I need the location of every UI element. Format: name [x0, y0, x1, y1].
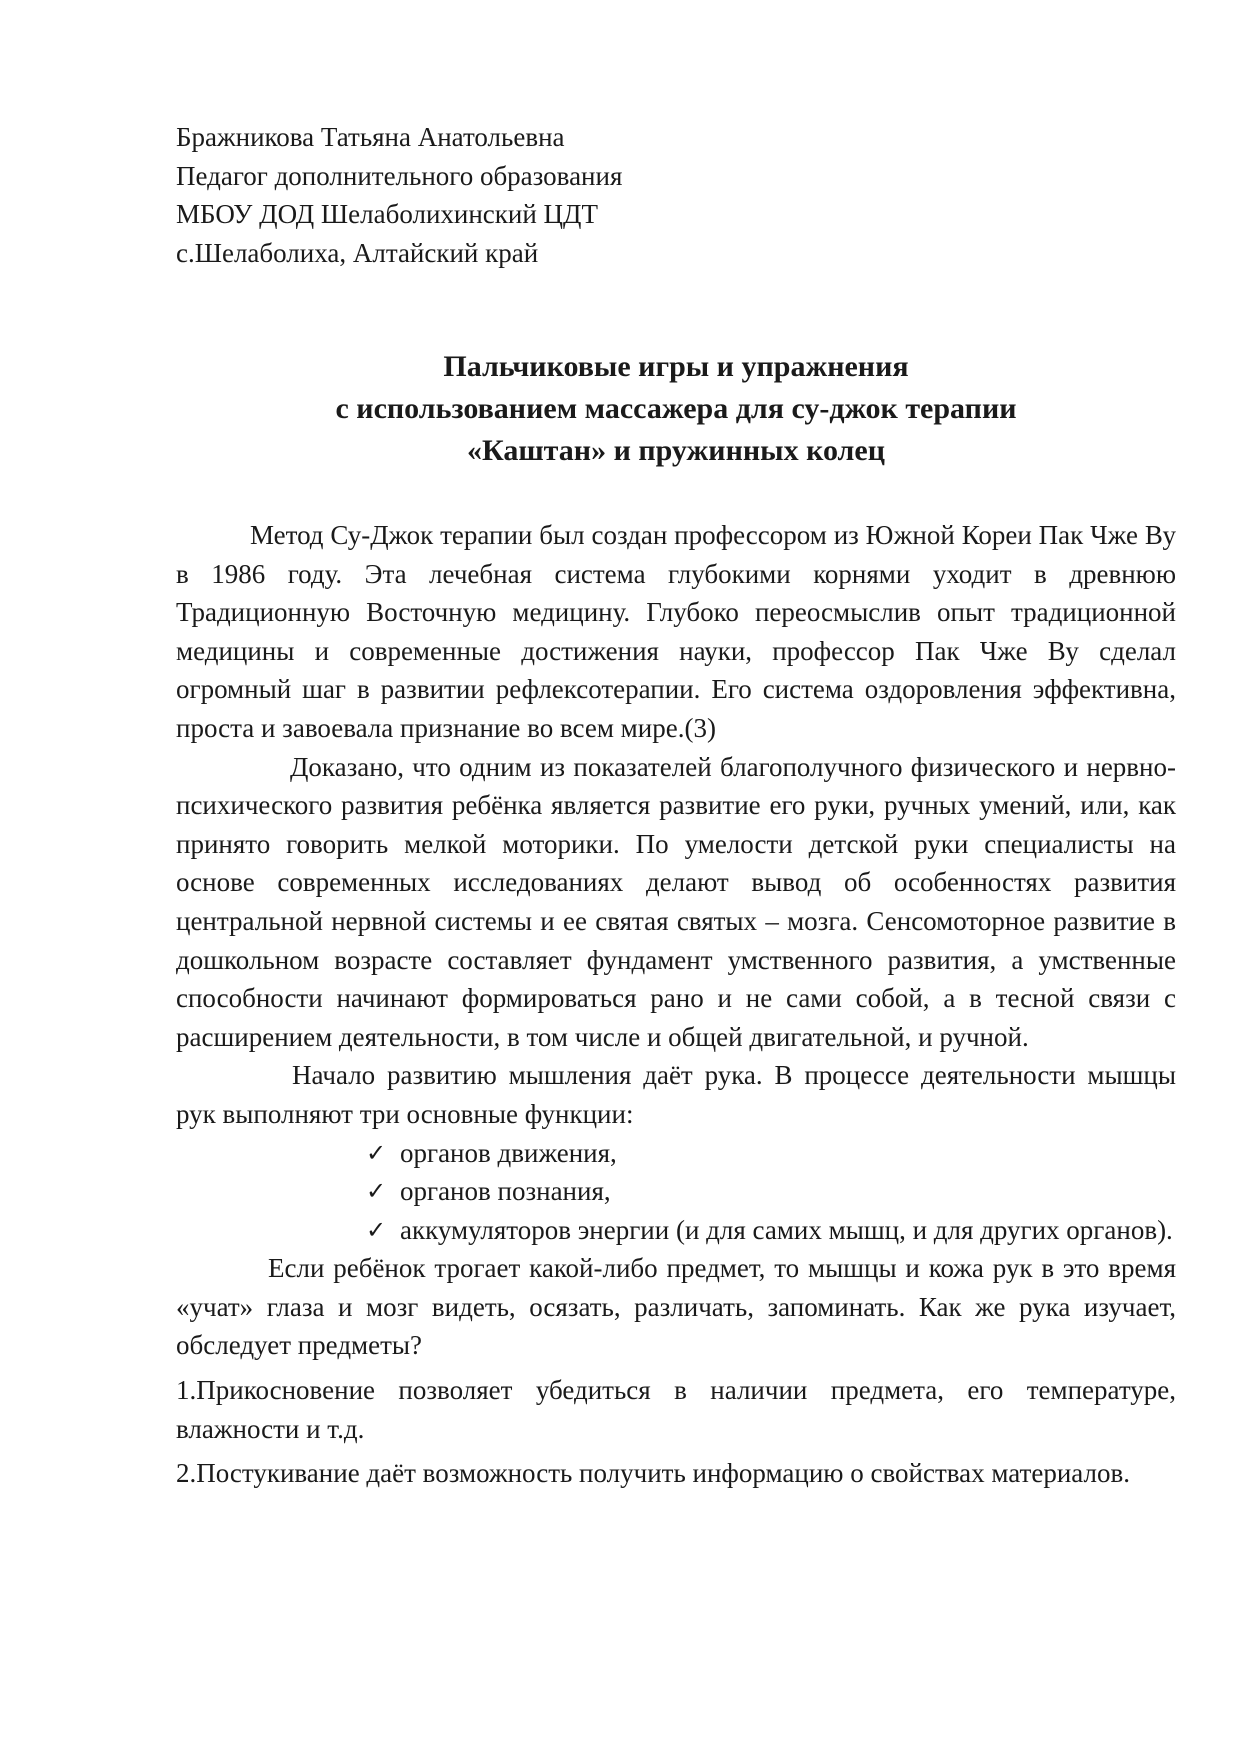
numbered-item-tapping: 2.Постукивание даёт возможность получить информацию о свойствах материалов.	[176, 1458, 1130, 1489]
list-item	[366, 1134, 1176, 1173]
paragraph-hand-functions: Начало развитию мышления даёт рука. В процессе деятельности мышцы рук выполняют три основные функции:	[176, 1060, 1176, 1129]
author-position: Педагог дополнительного образования	[176, 160, 623, 191]
author-info	[176, 118, 1076, 272]
title-line-1: Пальчиковые игры и упражнения	[443, 350, 909, 383]
title-line-3: «Каштан» и пружинных колец	[467, 434, 885, 467]
document-title	[176, 346, 1176, 472]
list-item	[366, 1172, 1176, 1211]
list-item-text: органов познания,	[400, 1176, 611, 1207]
author-organization: МБОУ ДОД Шелаболихинский ЦДТ	[176, 199, 598, 229]
functions-list	[176, 1134, 1176, 1250]
paragraph-su-jok-method: Метод Су-Джок терапии был создан профессором из Южной Кореи Пак Чже Ву в 1986 году. Эта лечебная система глубокими корнями уходит в древнюю Традиционную Восточную медицину. Глубоко переосмыслив опыт традиционной медицины и современные достижения науки, профессор Пак Чже Ву сделал огромный шаг в развитии рефлексотерапии. Его система оздоровления эффективна, проста и завоевала признание во всем мире.(3)	[176, 520, 1176, 743]
list-item	[366, 1211, 1176, 1250]
paragraph-hand-exploration: Если ребёнок трогает какой-либо предмет, то мышцы и кожа рук в это время «учат» глаза и мозг видеть, осязать, различать, запоминать. Как же рука изучает, обследует предметы?	[176, 1253, 1176, 1361]
list-item-text: органов движения,	[400, 1137, 617, 1168]
title-line-2: с использованием массажера для су-джок терапии	[335, 392, 1017, 425]
check-mark-icon: ✓	[366, 1138, 387, 1167]
numbered-item-touch: 1.Прикосновение позволяет убедиться в наличии предмета, его температуре, влажности и т.д.	[176, 1375, 1176, 1444]
author-location: с.Шелаболиха, Алтайский край	[176, 237, 539, 268]
author-name: Бражникова Татьяна Анатольевна	[176, 122, 565, 152]
check-mark-icon: ✓	[366, 1177, 387, 1206]
check-mark-icon: ✓	[366, 1215, 387, 1244]
paragraph-fine-motor: Доказано, что одним из показателей благополучного физического и нервно-психического развития ребёнка является развитие его руки, ручных умений, или, как принято говорить мелкой моторики. По умелости детской руки специалисты на основе современных исследованиях делают вывод об особенностях развития центральной нервной системы и ее святая святых – мозга. Сенсомоторное развитие в дошкольном возрасте составляет фундамент умственного развития, а умственные способности начинают формироваться рано и не сами собой, а в тесной связи с расширением деятельности, в том числе и общей двигательной, и ручной.	[176, 751, 1176, 1052]
document-body	[176, 516, 1176, 1493]
list-item-text: аккумуляторов энергии (и для самих мышц, и для других органов).	[400, 1214, 1173, 1245]
